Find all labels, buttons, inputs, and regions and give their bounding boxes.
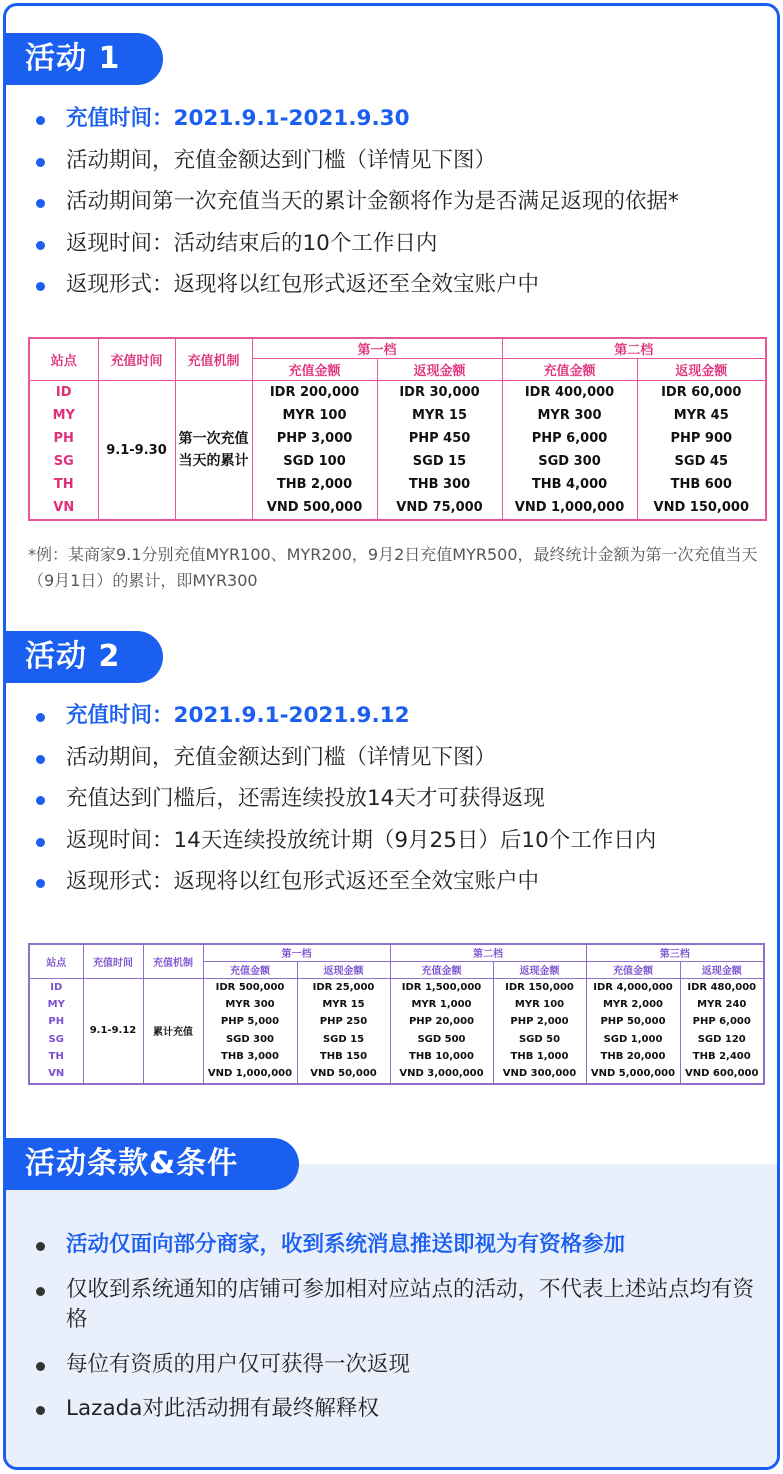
recharge-mechanism: 累计充值 [143,978,203,1084]
col-site-header: 站点 [29,338,98,381]
recharge-time: 9.1-9.12 [83,978,143,1084]
activity1-bullets [34,104,765,312]
tier2-amounts: IDR 1,500,000 MYR 1,000 PHP 20,000 SGD 500 THB 10,000 VND 3,000,000 [390,978,493,1084]
tier1-amounts: IDR 200,000 MYR 100 PHP 3,000 SGD 100 THB 2,000 VND 500,000 [252,381,377,521]
tier2-amounts: IDR 400,000 MYR 300 PHP 6,000 SGD 300 THB 4,000 VND 1,000,000 [502,381,637,521]
tier1-header: 第一档 [252,338,502,359]
tier2-cashbacks: IDR 150,000 MYR 100 PHP 2,000 SGD 50 THB 1,000 VND 300,000 [493,978,586,1084]
tier3-header: 第三档 [586,944,764,961]
site-list: ID MY PH SG TH VN [29,978,83,1084]
tier2-header: 第二档 [502,338,766,359]
bullet-dot-icon [36,879,45,888]
tier2-cashback-header: 返现金额 [637,359,766,381]
activity1-bullet: 返现时间：活动结束后的10个工作日内 [34,229,765,260]
bullet-dot-icon [36,796,45,805]
bullet-dot-icon [36,116,45,125]
terms-bullet: 仅收到系统通知的店铺可参加相对应站点的活动，不代表上述站点均有资格 [34,1275,765,1336]
promo-frame [3,3,780,1470]
tier2-cashbacks: IDR 60,000 MYR 45 PHP 900 SGD 45 THB 600 VND 150,000 [637,381,766,521]
activity2-title: 活动 2 [3,631,163,683]
col-site-header: 站点 [29,944,83,978]
bullet-dot-icon [36,1362,45,1371]
bullet-dot-icon [36,241,45,250]
bullet-dot-icon [36,1242,45,1251]
tier2-amount-header: 充值金额 [502,359,637,381]
bullet-dot-icon [36,1406,45,1415]
tier2-amount-header: 充值金额 [390,961,493,978]
activity2-table [28,943,765,1085]
activity2-bullets [34,701,765,909]
activity1-bullet: 返现形式：返现将以红包形式返还至全效宝账户中 [34,270,765,301]
col-mech-header: 充值机制 [143,944,203,978]
tier3-cashback-header: 返现金额 [680,961,764,978]
activity2-bullet: 活动期间，充值金额达到门槛（详情见下图） [34,743,765,774]
bullet-dot-icon [36,838,45,847]
terms-bullet: 活动仅面向部分商家，收到系统消息推送即视为有资格参加 [34,1230,765,1261]
tier1-header: 第一档 [203,944,390,961]
tier3-cashbacks: IDR 480,000 MYR 240 PHP 6,000 SGD 120 THB 2,400 VND 600,000 [680,978,764,1084]
recharge-mechanism: 第一次充值当天的累计 [175,381,252,521]
activity1-bullet: 充值时间：2021.9.1-2021.9.30 [34,104,765,135]
tier1-cashbacks: IDR 25,000 MYR 15 PHP 250 SGD 15 THB 150 VND 50,000 [297,978,390,1084]
terms-bullet: 每位有资质的用户仅可获得一次返现 [34,1350,765,1381]
tier1-amount-header: 充值金额 [203,961,297,978]
bullet-dot-icon [36,1287,45,1296]
col-mech-header: 充值机制 [175,338,252,381]
col-time-header: 充值时间 [98,338,175,381]
terms-bullet: Lazada对此活动拥有最终解释权 [34,1394,765,1425]
tier3-amount-header: 充值金额 [586,961,680,978]
tier1-cashbacks: IDR 30,000 MYR 15 PHP 450 SGD 15 THB 300 VND 75,000 [377,381,502,521]
terms-bullets [34,1230,765,1439]
bullet-dot-icon [36,158,45,167]
activity1-title: 活动 1 [3,33,163,85]
bullet-dot-icon [36,282,45,291]
tier1-cashback-header: 返现金额 [297,961,390,978]
activity1-bullet: 活动期间第一次充值当天的累计金额将作为是否满足返现的依据* [34,187,765,218]
tier2-cashback-header: 返现金额 [493,961,586,978]
bullet-dot-icon [36,713,45,722]
terms-title: 活动条款&条件 [3,1138,299,1190]
example-note: *例：某商家9.1分别充值MYR100、MYR200，9月2日充值MYR500，最终统计金额为第一次充值当天（9月1日）的累计，即MYR300 [28,545,758,590]
tier1-cashback-header: 返现金额 [377,359,502,381]
activity1-table [28,337,767,521]
activity2-bullet: 返现时间：14天连续投放统计期（9月25日）后10个工作日内 [34,826,765,857]
tier1-amount-header: 充值金额 [252,359,377,381]
site-list: ID MY PH SG TH VN [29,381,98,521]
tier3-amounts: IDR 4,000,000 MYR 2,000 PHP 50,000 SGD 1,000 THB 20,000 VND 5,000,000 [586,978,680,1084]
tier1-amounts: IDR 500,000 MYR 300 PHP 5,000 SGD 300 THB 3,000 VND 1,000,000 [203,978,297,1084]
recharge-time: 9.1-9.30 [98,381,175,521]
activity2-bullet: 充值达到门槛后，还需连续投放14天才可获得返现 [34,784,765,815]
activity1-bullet: 活动期间，充值金额达到门槛（详情见下图） [34,146,765,177]
bullet-dot-icon [36,199,45,208]
activity2-bullet: 充值时间：2021.9.1-2021.9.12 [34,701,765,732]
col-time-header: 充值时间 [83,944,143,978]
bullet-dot-icon [36,755,45,764]
activity2-bullet: 返现形式：返现将以红包形式返还至全效宝账户中 [34,867,765,898]
tier2-header: 第二档 [390,944,586,961]
